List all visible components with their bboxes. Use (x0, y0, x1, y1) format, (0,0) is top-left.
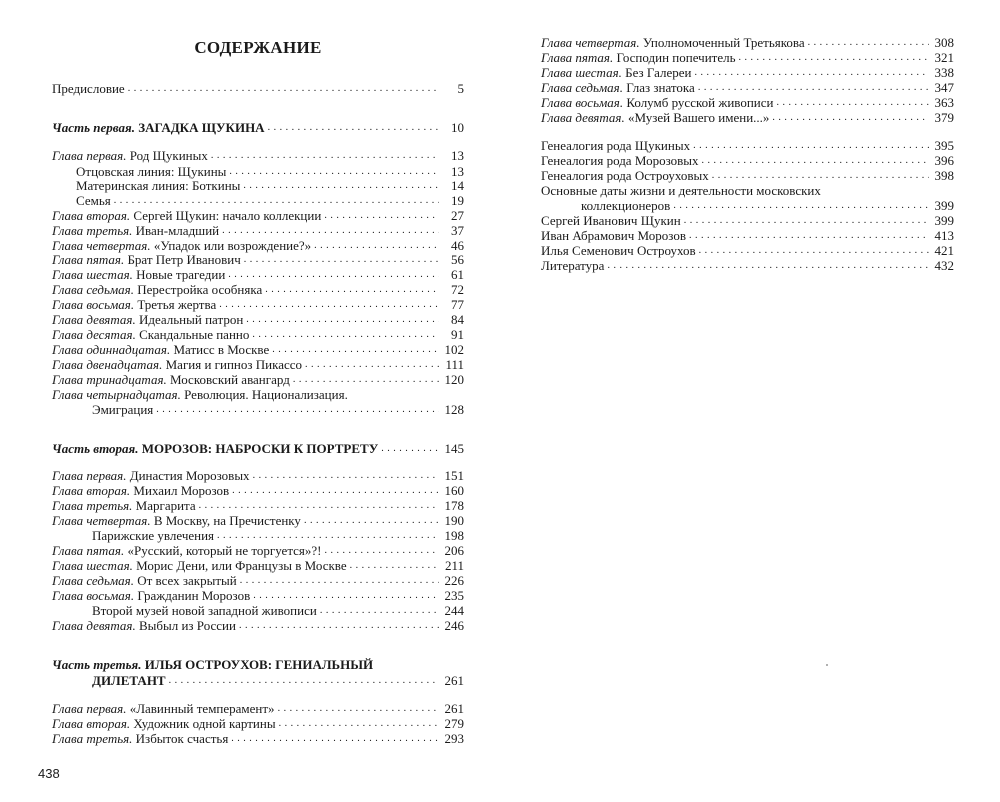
toc-entry (541, 79, 954, 95)
toc-entry-title (52, 573, 237, 588)
entry-text: Род Щукиных (129, 148, 208, 163)
toc-entry-title (52, 402, 153, 417)
dot-leader (128, 83, 439, 96)
entry-text: Идеальный патрон (138, 312, 244, 327)
toc-entry (541, 152, 954, 168)
page-ref: 10 (451, 120, 464, 135)
page-ref: 102 (444, 342, 464, 357)
dot-leader (607, 260, 929, 273)
page-ref: 37 (451, 223, 464, 238)
entry-text: Скандальные панно (139, 327, 250, 342)
page-ref: 14 (451, 178, 464, 193)
toc-entry-title (52, 543, 322, 558)
page-number: 438 (38, 766, 60, 781)
toc-entry (541, 197, 954, 213)
chapter-label: Глава девятая. (52, 618, 136, 633)
page-ref: 198 (444, 528, 464, 543)
entry-text: Избыток счастья (135, 731, 229, 746)
entry-text: Морис Дени, или Французы в Москве (136, 558, 347, 573)
toc-entry (541, 167, 954, 183)
entry-text: «Музей Вашего имени...» (627, 110, 770, 125)
entry-text: Глаз знатока (626, 80, 695, 95)
chapter-label: Глава первая. (52, 148, 127, 163)
toc-entry (52, 266, 464, 282)
page-ref: 399 (934, 198, 954, 213)
toc-entry-title (541, 153, 699, 168)
page-ref: 261 (444, 673, 464, 688)
toc-entry-title (52, 342, 269, 357)
page-ref: 395 (934, 138, 954, 153)
part-label: Часть первая. (52, 120, 135, 135)
toc-entry-title (52, 312, 243, 327)
page-ref: 206 (444, 543, 464, 558)
chapter-label: Глава седьмая. (541, 80, 623, 95)
page-ref: 5 (457, 81, 464, 96)
toc-entry-title (52, 483, 229, 498)
chapter-label: Глава восьмая. (541, 95, 624, 110)
toc-entry (52, 512, 464, 528)
page-ref: 72 (451, 282, 464, 297)
chapter-label: Глава тринадцатая. (52, 372, 167, 387)
chapter-label: Глава третья. (52, 498, 133, 513)
page-ref: 399 (934, 213, 954, 228)
page-ref: 178 (444, 498, 464, 513)
entry-text: Господин попечитель (616, 50, 736, 65)
chapter-label: Глава четвертая. (541, 35, 640, 50)
toc-entry (52, 222, 464, 238)
toc-entry (52, 356, 464, 372)
entry-text: «Лавинный темперамент» (129, 701, 275, 716)
dot-leader (211, 150, 439, 163)
chapter-label: Глава десятая. (52, 327, 136, 342)
entry-text: Революция. Национализация. (184, 387, 348, 402)
toc-entry (52, 730, 464, 746)
entry-text: Второй музей новой западной живописи (92, 603, 317, 618)
toc-entry-title (52, 558, 347, 573)
page-ref: 13 (451, 164, 464, 179)
toc-entry-title (52, 357, 302, 372)
page-ref: 160 (444, 483, 464, 498)
entry-text: Матисс в Москве (173, 342, 270, 357)
toc-entry-title (541, 95, 773, 110)
page-ref: 308 (934, 35, 954, 50)
entry-text: Уполномоченный Третьякова (642, 35, 805, 50)
toc-entry (52, 557, 464, 573)
toc-entry (52, 386, 464, 402)
page-ref: 151 (444, 468, 464, 483)
page-ref: 338 (934, 65, 954, 80)
entry-text: Выбыл из России (138, 618, 236, 633)
dot-leader (239, 620, 439, 633)
page-ref: 363 (934, 95, 954, 110)
toc-entry (52, 497, 464, 513)
toc-entry (52, 207, 464, 223)
chapter-label: Глава четвертая. (52, 513, 151, 528)
chapter-label: Глава седьмая. (52, 573, 134, 588)
toc-entry-title (52, 441, 378, 456)
chapter-label: Глава первая. (52, 468, 127, 483)
page-ref: 19 (451, 193, 464, 208)
toc-entry (52, 482, 464, 498)
toc-entry-title (52, 208, 321, 223)
page-ref: 321 (934, 50, 954, 65)
entry-text: Художник одной картины (133, 716, 276, 731)
dot-leader (231, 733, 439, 746)
page-ref: 413 (934, 228, 954, 243)
toc-entry-title (52, 513, 301, 528)
page-ref: 27 (451, 208, 464, 223)
toc-entry-title (541, 183, 821, 198)
toc-entry (52, 572, 464, 588)
toc-entry (52, 341, 464, 357)
page-ref: 190 (444, 513, 464, 528)
toc-entry (52, 251, 464, 267)
toc-entry-title (52, 223, 219, 238)
toc-entry-title (52, 528, 214, 543)
entry-text: Парижские увлечения (92, 528, 215, 543)
toc-entry-title (541, 110, 769, 125)
page-ref: 56 (451, 252, 464, 267)
entry-text: коллекционеров (581, 198, 671, 213)
toc-entry-title (541, 213, 681, 228)
entry-text: Гражданин Морозов (137, 588, 251, 603)
toc-entry-title (541, 228, 686, 243)
page-ref: 421 (934, 243, 954, 258)
toc-entry (52, 617, 464, 633)
page-title: СОДЕРЖАНИЕ (194, 38, 322, 57)
dot-leader (268, 122, 439, 135)
toc-entry (541, 109, 954, 125)
toc-entry-title (52, 673, 166, 688)
toc-entry-title (52, 120, 265, 135)
dot-leader (156, 404, 439, 417)
toc-entry-title (52, 588, 250, 603)
entry-text: Иван-младший (135, 223, 220, 238)
entry-text: Иван Абрамович Морозов (541, 228, 686, 243)
dot-leader (772, 112, 929, 125)
toc-entry-title (52, 282, 262, 297)
page-ref: 61 (451, 267, 464, 282)
entry-text: Маргарита (135, 498, 196, 513)
entry-text: «Упадок или возрождение?» (153, 238, 312, 253)
chapter-label: Глава четырнадцатая. (52, 387, 181, 402)
page-ref: 226 (444, 573, 464, 588)
paper-speck (826, 664, 828, 666)
toc-entry (52, 467, 464, 483)
toc-entry-title (541, 243, 696, 258)
toc-entry-title (52, 716, 276, 731)
toc-entry-title (52, 267, 225, 282)
entry-text: ИЛЬЯ ОСТРОУХОВ: ГЕНИАЛЬНЫЙ (144, 657, 374, 672)
entry-text: Литература (541, 258, 605, 273)
toc-entry (52, 177, 464, 193)
toc-entry-title (541, 80, 695, 95)
toc-entry (541, 34, 954, 50)
page-ref: 84 (451, 312, 464, 327)
toc-entry (52, 296, 464, 312)
dot-leader (381, 443, 439, 456)
toc-entry (541, 49, 954, 65)
chapter-label: Глава четвертая. (52, 238, 151, 253)
chapter-label: Глава шестая. (52, 558, 133, 573)
entry-text: ДИЛЕТАНТ (92, 673, 166, 688)
entry-text: Без Галереи (625, 65, 692, 80)
page-ref: 120 (444, 372, 464, 387)
chapter-label: Глава вторая. (52, 483, 131, 498)
page-ref: 293 (444, 731, 464, 746)
part-label: Часть вторая. (52, 441, 139, 456)
entry-text: Основные даты жизни и деятельности московских (541, 183, 821, 198)
page-ref: 279 (444, 716, 464, 731)
toc-entry-title (52, 193, 111, 208)
page-ref: 13 (451, 148, 464, 163)
toc-entry (52, 587, 464, 603)
toc-entry (541, 137, 954, 153)
toc-entry (52, 326, 464, 342)
entry-text: Магия и гипноз Пикассо (165, 357, 303, 372)
chapter-label: Глава пятая. (52, 252, 125, 267)
entry-text: Михаил Морозов (133, 483, 230, 498)
chapter-label: Глава третья. (52, 731, 133, 746)
page-ref: 211 (444, 558, 464, 573)
toc-entry (52, 542, 464, 558)
toc-entry-title (541, 65, 691, 80)
part-label: Часть третья. (52, 657, 142, 672)
entry-text: В Москву, на Пречистенку (153, 513, 301, 528)
toc-entry-title (52, 297, 216, 312)
page-ref: 91 (451, 327, 464, 342)
page-ref: 145 (444, 441, 464, 456)
toc-entry (52, 80, 464, 96)
toc-entry-title (52, 618, 236, 633)
toc-entry (52, 371, 464, 387)
chapter-label: Глава седьмая. (52, 282, 134, 297)
page-ref: 432 (934, 258, 954, 273)
entry-text: Илья Семенович Остроухов (541, 243, 696, 258)
entry-text: Брат Петр Иванович (127, 252, 241, 267)
page-ref: 235 (444, 588, 464, 603)
toc-entry-title (52, 701, 275, 716)
entry-text: Третья жертва (137, 297, 217, 312)
toc-entry (541, 227, 954, 243)
chapter-label: Глава пятая. (52, 543, 125, 558)
toc-entry (541, 182, 954, 198)
entry-text: Перестройка особняка (137, 282, 263, 297)
entry-text: Новые трагедии (136, 267, 226, 282)
page-ref: 246 (444, 618, 464, 633)
toc-entry-title (541, 50, 736, 65)
chapter-label: Глава двенадцатая. (52, 357, 163, 372)
toc-entry (52, 192, 464, 208)
toc-entry (541, 94, 954, 110)
page-ref: 111 (445, 357, 464, 372)
chapter-label: Глава восьмая. (52, 588, 135, 603)
entry-text: Эмиграция (92, 402, 154, 417)
chapter-label: Глава одиннадцатая. (52, 342, 171, 357)
toc-entry (541, 257, 954, 273)
toc-entry (52, 700, 464, 716)
toc-entry (52, 672, 464, 688)
toc-entry (541, 212, 954, 228)
toc-entry-title (52, 387, 348, 402)
entry-text: Сергей Иванович Щукин (541, 213, 681, 228)
toc-entry-title (541, 168, 709, 183)
toc-entry-title (52, 327, 249, 342)
chapter-label: Глава вторая. (52, 716, 131, 731)
toc-entry-title (52, 148, 208, 163)
page-ref: 347 (934, 80, 954, 95)
entry-text: Генеалогия рода Остроуховых (541, 168, 709, 183)
toc-entry-title (52, 498, 196, 513)
chapter-label: Глава восьмая. (52, 297, 135, 312)
page-ref: 244 (444, 603, 464, 618)
toc-entry (52, 656, 464, 672)
toc-entry-title (541, 258, 604, 273)
page-ref: 77 (451, 297, 464, 312)
toc-entry-title (52, 603, 317, 618)
toc-entry-title (52, 468, 250, 483)
toc-entry-title (52, 372, 290, 387)
page-ref: 261 (444, 701, 464, 716)
toc-entry (52, 602, 464, 618)
entry-text: Семья (76, 193, 111, 208)
entry-text: Сергей Щукин: начало коллекции (133, 208, 322, 223)
entry-text: «Русский, который не торгуется»?! (127, 543, 322, 558)
toc-entry (52, 119, 464, 135)
chapter-label: Глава девятая. (541, 110, 625, 125)
toc-entry-title (541, 198, 670, 213)
entry-text: МОРОЗОВ: НАБРОСКИ К ПОРТРЕТУ (141, 441, 379, 456)
chapter-label: Глава первая. (52, 701, 127, 716)
entry-text: Генеалогия рода Щукиных (541, 138, 691, 153)
toc-entry (52, 401, 464, 417)
entry-text: Колумб русской живописи (626, 95, 774, 110)
toc-entry (541, 64, 954, 80)
toc-entry (52, 147, 464, 163)
entry-text: Московский авангард (170, 372, 290, 387)
toc-entry-title (541, 35, 805, 50)
toc-entry (52, 311, 464, 327)
entry-text: Материнская линия: Боткины (76, 178, 241, 193)
toc-entry-title (52, 81, 125, 96)
dot-leader (169, 675, 439, 688)
chapter-label: Глава шестая. (52, 267, 133, 282)
page-ref: 396 (934, 153, 954, 168)
toc-entry-title (52, 731, 228, 746)
toc-entry-title (52, 252, 241, 267)
toc-entry-title (541, 138, 690, 153)
page-ref: 128 (444, 402, 464, 417)
entry-text: Предисловие (52, 81, 125, 96)
entry-text: Генеалогия рода Морозовых (541, 153, 699, 168)
entry-text: ЗАГАДКА ЩУКИНА (138, 120, 265, 135)
toc-entry-title (52, 178, 240, 193)
toc-entry-title (52, 657, 373, 672)
page-ref: 398 (934, 168, 954, 183)
page-ref: 379 (934, 110, 954, 125)
chapter-label: Глава шестая. (541, 65, 622, 80)
chapter-label: Глава пятая. (541, 50, 614, 65)
page-ref: 46 (451, 238, 464, 253)
toc-entry (52, 440, 464, 456)
chapter-label: Глава вторая. (52, 208, 131, 223)
toc-entry (52, 281, 464, 297)
chapter-label: Глава третья. (52, 223, 133, 238)
entry-text: Отцовская линия: Щукины (76, 164, 227, 179)
toc-entry (52, 527, 464, 543)
entry-text: Династия Морозовых (129, 468, 250, 483)
toc-entry (541, 242, 954, 258)
toc-entry (52, 715, 464, 731)
entry-text: От всех закрытый (137, 573, 237, 588)
chapter-label: Глава девятая. (52, 312, 136, 327)
